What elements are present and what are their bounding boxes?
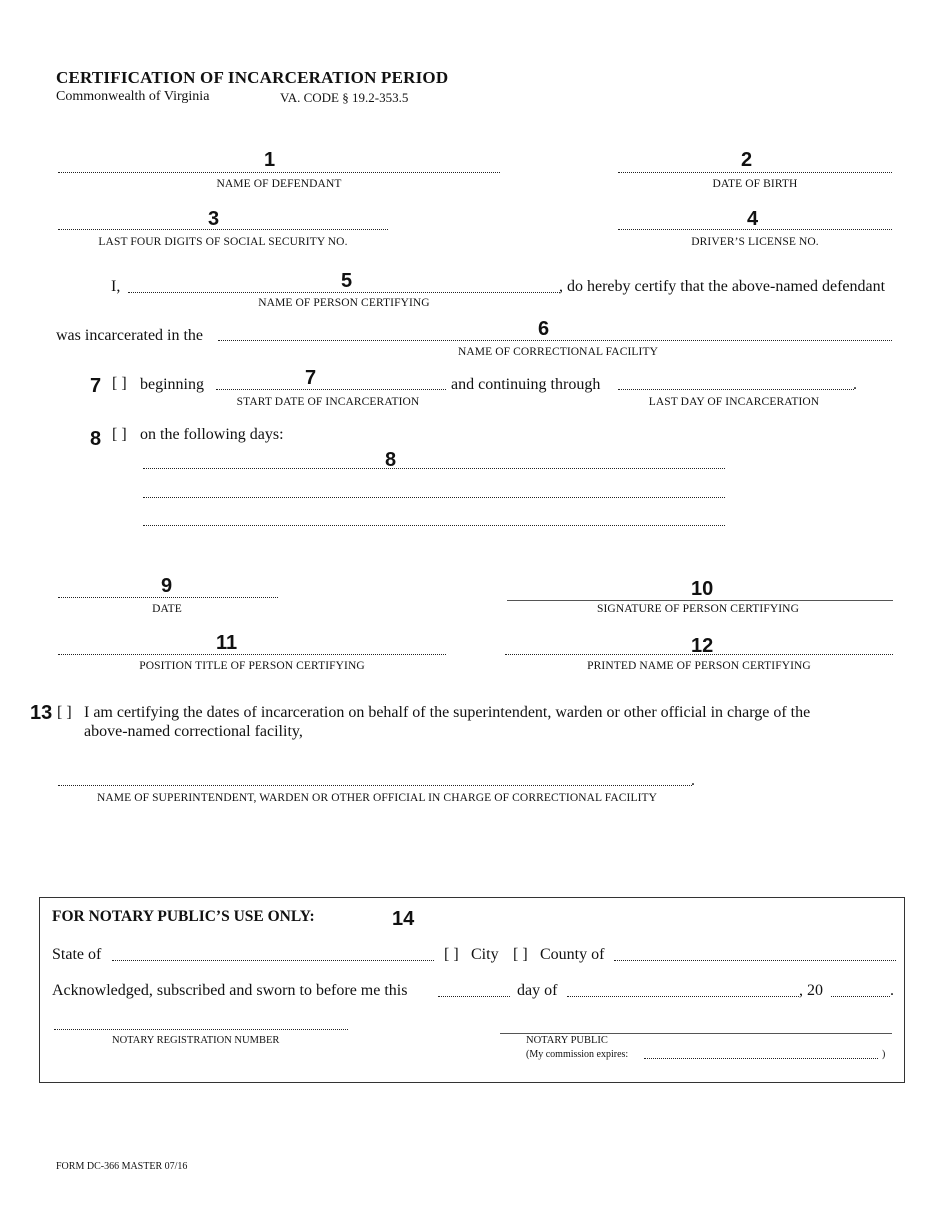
field-9-number: 9 [161, 575, 173, 597]
commission-line[interactable] [644, 1058, 878, 1059]
following-days-checkbox[interactable]: [ ] [112, 426, 127, 443]
state-of-text: State of [52, 946, 102, 963]
days-line-2[interactable] [143, 497, 725, 498]
county-of-text: County of [540, 946, 605, 963]
field-6-number: 6 [538, 318, 550, 340]
field-10-number: 10 [691, 578, 714, 600]
form-number: FORM DC-366 MASTER 07/16 [56, 1161, 188, 1172]
field-1-number: 1 [264, 149, 276, 171]
notary-public-label: NOTARY PUBLIC [526, 1035, 608, 1046]
commission-label: (My commission expires: [526, 1049, 629, 1060]
incarcerated-prefix: was incarcerated in the [56, 327, 204, 344]
drivers-license-label: DRIVER’S LICENSE NO. [691, 236, 819, 248]
county-line[interactable] [614, 960, 896, 961]
i-prefix: I, [111, 278, 121, 295]
date-line[interactable] [58, 597, 278, 598]
city-checkbox[interactable]: [ ] [444, 946, 459, 963]
superintendent-period: . [691, 772, 695, 789]
date-of-birth-line[interactable] [618, 172, 892, 173]
acknowledged-text: Acknowledged, subscribed and sworn to before me this [52, 982, 408, 999]
start-date-line[interactable] [216, 389, 446, 390]
days-line-3[interactable] [143, 525, 725, 526]
superintendent-name-line[interactable] [58, 785, 692, 786]
year-prefix: , 20 [799, 982, 823, 999]
registration-number-line[interactable] [54, 1029, 348, 1030]
days-line-1[interactable] [143, 468, 725, 469]
following-days-text: on the following days: [140, 426, 284, 443]
field-2-number: 2 [741, 149, 753, 171]
position-title-label: POSITION TITLE OF PERSON CERTIFYING [139, 660, 365, 672]
field-8-line-number: 8 [385, 449, 397, 471]
day-line[interactable] [438, 996, 510, 997]
printed-name-label: PRINTED NAME OF PERSON CERTIFYING [587, 660, 811, 672]
statute-code: VA. CODE § 19.2-353.5 [280, 90, 409, 105]
field-7-number: 7 [90, 375, 102, 397]
jurisdiction: Commonwealth of Virginia [56, 89, 210, 104]
position-title-line[interactable] [58, 654, 446, 655]
certify-statement: , do hereby certify that the above-named defendant [559, 278, 886, 295]
correctional-facility-line[interactable] [218, 340, 892, 341]
superintendent-name-label: NAME OF SUPERINTENDENT, WARDEN OR OTHER OFFICIAL IN CHARGE OF CORRECTIONAL FACILITY [96, 792, 658, 804]
beginning-text: beginning [140, 376, 204, 393]
field-8-number: 8 [90, 428, 102, 450]
state-line[interactable] [112, 960, 434, 961]
day-of-text: day of [517, 982, 558, 999]
field-12-number: 12 [691, 635, 714, 657]
notary-heading: FOR NOTARY PUBLIC’S USE ONLY: [52, 908, 315, 925]
county-checkbox[interactable]: [ ] [513, 946, 528, 963]
date-label: DATE [152, 603, 182, 615]
city-text: City [471, 946, 499, 963]
behalf-text-line-1: I am certifying the dates of incarceration on behalf of the superintendent, warden or other official in charge of the [84, 704, 811, 721]
defendant-name-label: NAME OF DEFENDANT [216, 178, 342, 190]
person-certifying-line[interactable] [128, 292, 560, 293]
field-3-number: 3 [208, 208, 220, 230]
start-date-label: START DATE OF INCARCERATION [236, 396, 420, 408]
ssn-last-four-line[interactable] [58, 229, 388, 230]
notary-signature-line[interactable] [500, 1033, 892, 1034]
behalf-checkbox[interactable]: [ ] [57, 704, 72, 721]
commission-close: ) [882, 1049, 886, 1060]
printed-name-line[interactable] [505, 654, 893, 655]
month-line[interactable] [567, 996, 799, 997]
last-day-label: LAST DAY OF INCARCERATION [648, 396, 820, 408]
year-period: . [890, 982, 894, 999]
field-7-line-number: 7 [305, 367, 317, 389]
period-end: . [853, 376, 857, 393]
defendant-name-line[interactable] [58, 172, 500, 173]
beginning-checkbox[interactable]: [ ] [112, 375, 127, 392]
registration-number-label: NOTARY REGISTRATION NUMBER [112, 1035, 280, 1046]
form-title: CERTIFICATION OF INCARCERATION PERIOD [56, 68, 449, 87]
field-13-number: 13 [30, 702, 53, 724]
field-14-number: 14 [392, 908, 415, 930]
date-of-birth-label: DATE OF BIRTH [712, 178, 798, 190]
signature-line[interactable] [507, 600, 893, 601]
drivers-license-line[interactable] [618, 229, 892, 230]
field-5-number: 5 [341, 270, 353, 292]
ssn-last-four-label: LAST FOUR DIGITS OF SOCIAL SECURITY NO. [98, 236, 348, 248]
last-day-line[interactable] [618, 389, 854, 390]
year-line[interactable] [831, 996, 890, 997]
field-11-number: 11 [216, 632, 238, 654]
signature-label: SIGNATURE OF PERSON CERTIFYING [597, 603, 799, 615]
field-4-number: 4 [747, 208, 759, 230]
person-certifying-label: NAME OF PERSON CERTIFYING [258, 297, 430, 309]
behalf-text-line-2: above-named correctional facility, [84, 723, 303, 740]
correctional-facility-label: NAME OF CORRECTIONAL FACILITY [458, 346, 658, 358]
continuing-text: and continuing through [451, 376, 601, 393]
